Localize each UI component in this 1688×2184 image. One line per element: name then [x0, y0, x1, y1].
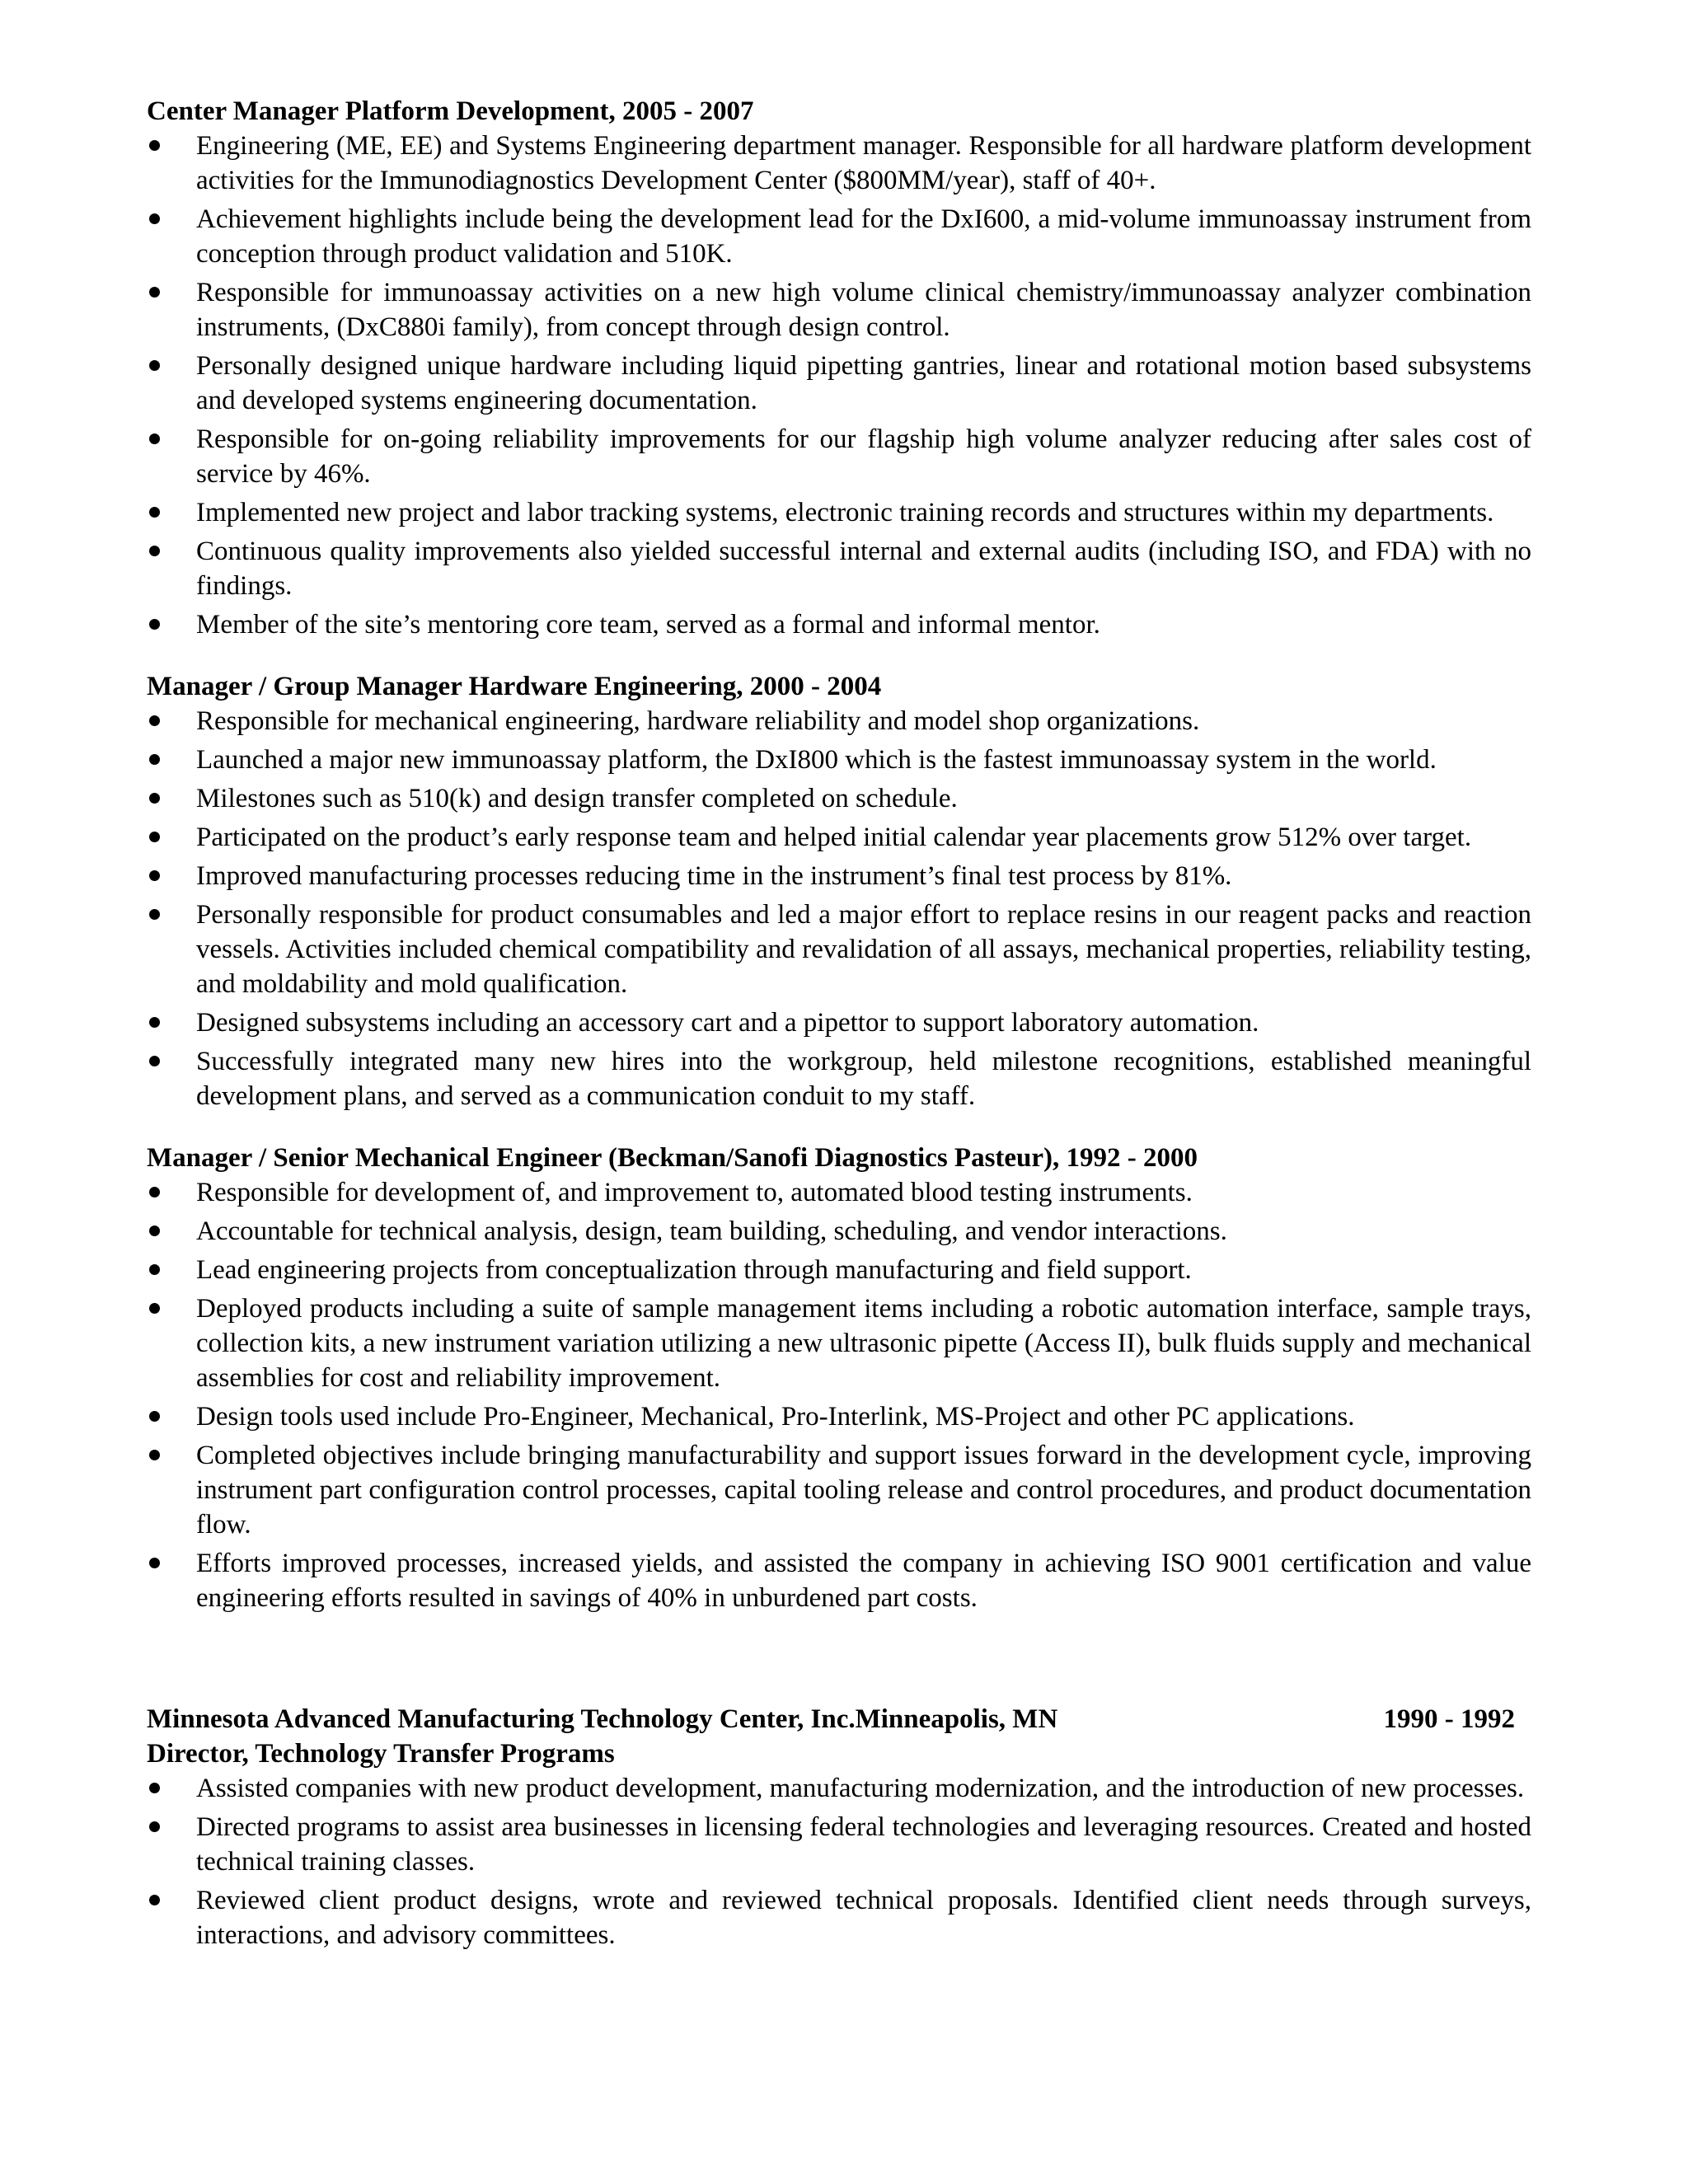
bullet-icon — [149, 793, 160, 804]
bullet-text: Design tools used include Pro-Engineer, Mechanical, Pro-Interlink, MS-Project and other PC applications. — [196, 1402, 1355, 1432]
bullet-item — [147, 534, 1531, 603]
bullet-item — [147, 1438, 1531, 1542]
bullet-item — [147, 495, 1531, 530]
employer-dates: 1990 - 1992 — [1383, 1704, 1515, 1734]
bullet-text: Efforts improved processes, increased yields, and assisted the company in achieving ISO 9001 certification and value engineering efforts resulted in savings of 40% in unburdened part costs. — [196, 1549, 1531, 1613]
bullet-icon — [149, 546, 160, 556]
bullet-icon — [149, 754, 160, 765]
job-heading: Center Manager Platform Development, 2005 - 2007 — [147, 96, 754, 126]
bullet-item — [147, 1214, 1531, 1249]
bullet-text: Accountable for technical analysis, design, team building, scheduling, and vendor interactions. — [196, 1216, 1227, 1246]
bullet-item — [147, 129, 1531, 198]
bullet-icon — [149, 1017, 160, 1028]
bullet-icon — [149, 715, 160, 726]
section-spacer — [147, 1118, 1531, 1141]
bullet-icon — [149, 1226, 160, 1236]
bullet-item — [147, 1883, 1531, 1952]
bullet-text: Personally responsible for product consumables and led a major effort to replace resins in our reagent packs and reaction vessels. Activities included chemical compatibility and revalidation of all assays, mechanical properties, reliability testing, and moldability and mold qualification. — [196, 900, 1531, 999]
bullet-icon — [149, 909, 160, 920]
bullet-item — [147, 349, 1531, 418]
bullet-text: Improved manufacturing processes reducing time in the instrument’s final test process by 81%. — [196, 861, 1232, 891]
resume-page — [147, 94, 1531, 1957]
job-section-senior-engineer — [147, 1141, 1531, 1615]
bullet-item — [147, 1399, 1531, 1434]
bullet-item — [147, 820, 1531, 855]
bullet-item — [147, 781, 1531, 816]
bullet-text: Achievement highlights include being the development lead for the DxI600, a mid-volume immunoassay instrument from conception through product validation and 510K. — [196, 204, 1531, 269]
bullet-text: Designed subsystems including an accessory cart and a pipettor to support laboratory automation. — [196, 1008, 1259, 1038]
section-spacer — [147, 646, 1531, 669]
bullet-text: Assisted companies with new product development, manufacturing modernization, and the introduction of new processes. — [196, 1774, 1525, 1803]
bullet-item — [147, 202, 1531, 271]
job-heading: Manager / Senior Mechanical Engineer (Beckman/Sanofi Diagnostics Pasteur), 1992 - 2000 — [147, 1143, 1198, 1173]
bullet-item — [147, 275, 1531, 344]
job-heading: Manager / Group Manager Hardware Engineering, 2000 - 2004 — [147, 672, 882, 701]
bullet-item — [147, 898, 1531, 1001]
bullet-icon — [149, 140, 160, 151]
bullet-item — [147, 1771, 1531, 1806]
job-section-center-manager — [147, 94, 1531, 642]
employer-section-mamtc — [147, 1702, 1531, 1952]
bullet-icon — [149, 1411, 160, 1422]
bullet-text: Personally designed unique hardware including liquid pipetting gantries, linear and rotational motion based subsystems and developed systems engineering documentation. — [196, 351, 1531, 415]
job-section-group-manager — [147, 669, 1531, 1113]
bullet-text: Member of the site’s mentoring core team, served as a formal and informal mentor. — [196, 610, 1100, 640]
bullet-text: Deployed products including a suite of sample management items including a robotic automation interface, sample trays, collection kits, a new instrument variation utilizing a new ultrasonic pipette (Access II), bulk fluids supply and mechanical assemblies for cost and reliability improvement. — [196, 1294, 1531, 1393]
bullet-text: Launched a major new immunoassay platform, the DxI800 which is the fastest immunoassay system in the world. — [196, 745, 1437, 775]
bullet-item — [147, 1291, 1531, 1395]
bullet-icon — [149, 619, 160, 630]
bullet-text: Lead engineering projects from conceptualization through manufacturing and field support. — [196, 1255, 1192, 1285]
bullet-icon — [149, 832, 160, 842]
bullet-text: Milestones such as 510(k) and design transfer completed on schedule. — [196, 784, 958, 813]
bullet-icon — [149, 213, 160, 224]
bullet-item — [147, 859, 1531, 893]
bullet-icon — [149, 1895, 160, 1905]
bullet-item — [147, 1044, 1531, 1113]
bullet-item — [147, 743, 1531, 777]
bullet-icon — [149, 1450, 160, 1460]
employer-spacer — [147, 1619, 1531, 1702]
bullet-text: Successfully integrated many new hires into the workgroup, held milestone recognitions, established meaningful development plans, and served as a communication conduit to my staff. — [196, 1047, 1531, 1111]
bullet-item — [147, 422, 1531, 491]
job-bullet-list — [147, 704, 1531, 1113]
bullet-icon — [149, 870, 160, 881]
bullet-icon — [149, 1264, 160, 1275]
bullet-icon — [149, 287, 160, 298]
employer-job-title: Director, Technology Transfer Programs — [147, 1739, 615, 1769]
bullet-item — [147, 607, 1531, 642]
bullet-text: Continuous quality improvements also yielded successful internal and external audits (including ISO, and FDA) with no findings. — [196, 537, 1531, 601]
bullet-icon — [149, 360, 160, 371]
bullet-item — [147, 704, 1531, 738]
employer-name-location: Minnesota Advanced Manufacturing Technology Center, Inc.Minneapolis, MN — [147, 1704, 1058, 1734]
bullet-text: Responsible for mechanical engineering, hardware reliability and model shop organizations. — [196, 706, 1200, 736]
bullet-item — [147, 1253, 1531, 1287]
bullet-icon — [149, 1821, 160, 1832]
bullet-icon — [149, 507, 160, 518]
bullet-icon — [149, 1783, 160, 1793]
bullet-icon — [149, 1187, 160, 1197]
bullet-text: Responsible for immunoassay activities on a new high volume clinical chemistry/immunoassay analyzer combination instruments, (DxC880i family), from concept through design control. — [196, 278, 1531, 342]
bullet-text: Reviewed client product designs, wrote and reviewed technical proposals. Identified client needs through surveys, interactions, and advisory committees. — [196, 1886, 1531, 1950]
bullet-item — [147, 1175, 1531, 1210]
bullet-item — [147, 1005, 1531, 1040]
job-bullet-list — [147, 1771, 1531, 1952]
bullet-text: Responsible for on-going reliability improvements for our flagship high volume analyzer reducing after sales cost of service by 46%. — [196, 424, 1531, 489]
employer-heading-row — [147, 1702, 1531, 1736]
bullet-icon — [149, 434, 160, 444]
bullet-text: Engineering (ME, EE) and Systems Engineering department manager. Responsible for all hardware platform development activities for the Immunodiagnostics Development Center ($800MM/year), staff of 40+. — [196, 131, 1531, 195]
bullet-text: Implemented new project and labor tracking systems, electronic training records and structures within my departments. — [196, 498, 1494, 527]
bullet-icon — [149, 1056, 160, 1066]
bullet-icon — [149, 1303, 160, 1314]
job-bullet-list — [147, 1175, 1531, 1615]
bullet-item — [147, 1810, 1531, 1879]
bullet-text: Participated on the product’s early response team and helped initial calendar year placements grow 512% over target. — [196, 823, 1472, 852]
bullet-icon — [149, 1558, 160, 1568]
bullet-text: Directed programs to assist area businesses in licensing federal technologies and leveraging resources. Created and hosted technical training classes. — [196, 1812, 1531, 1877]
bullet-text: Responsible for development of, and improvement to, automated blood testing instruments. — [196, 1178, 1193, 1207]
bullet-item — [147, 1546, 1531, 1615]
bullet-text: Completed objectives include bringing manufacturability and support issues forward in the development cycle, improving instrument part configuration control processes, capital tooling release and control procedures, and product documentation flow. — [196, 1441, 1531, 1540]
job-bullet-list — [147, 129, 1531, 642]
